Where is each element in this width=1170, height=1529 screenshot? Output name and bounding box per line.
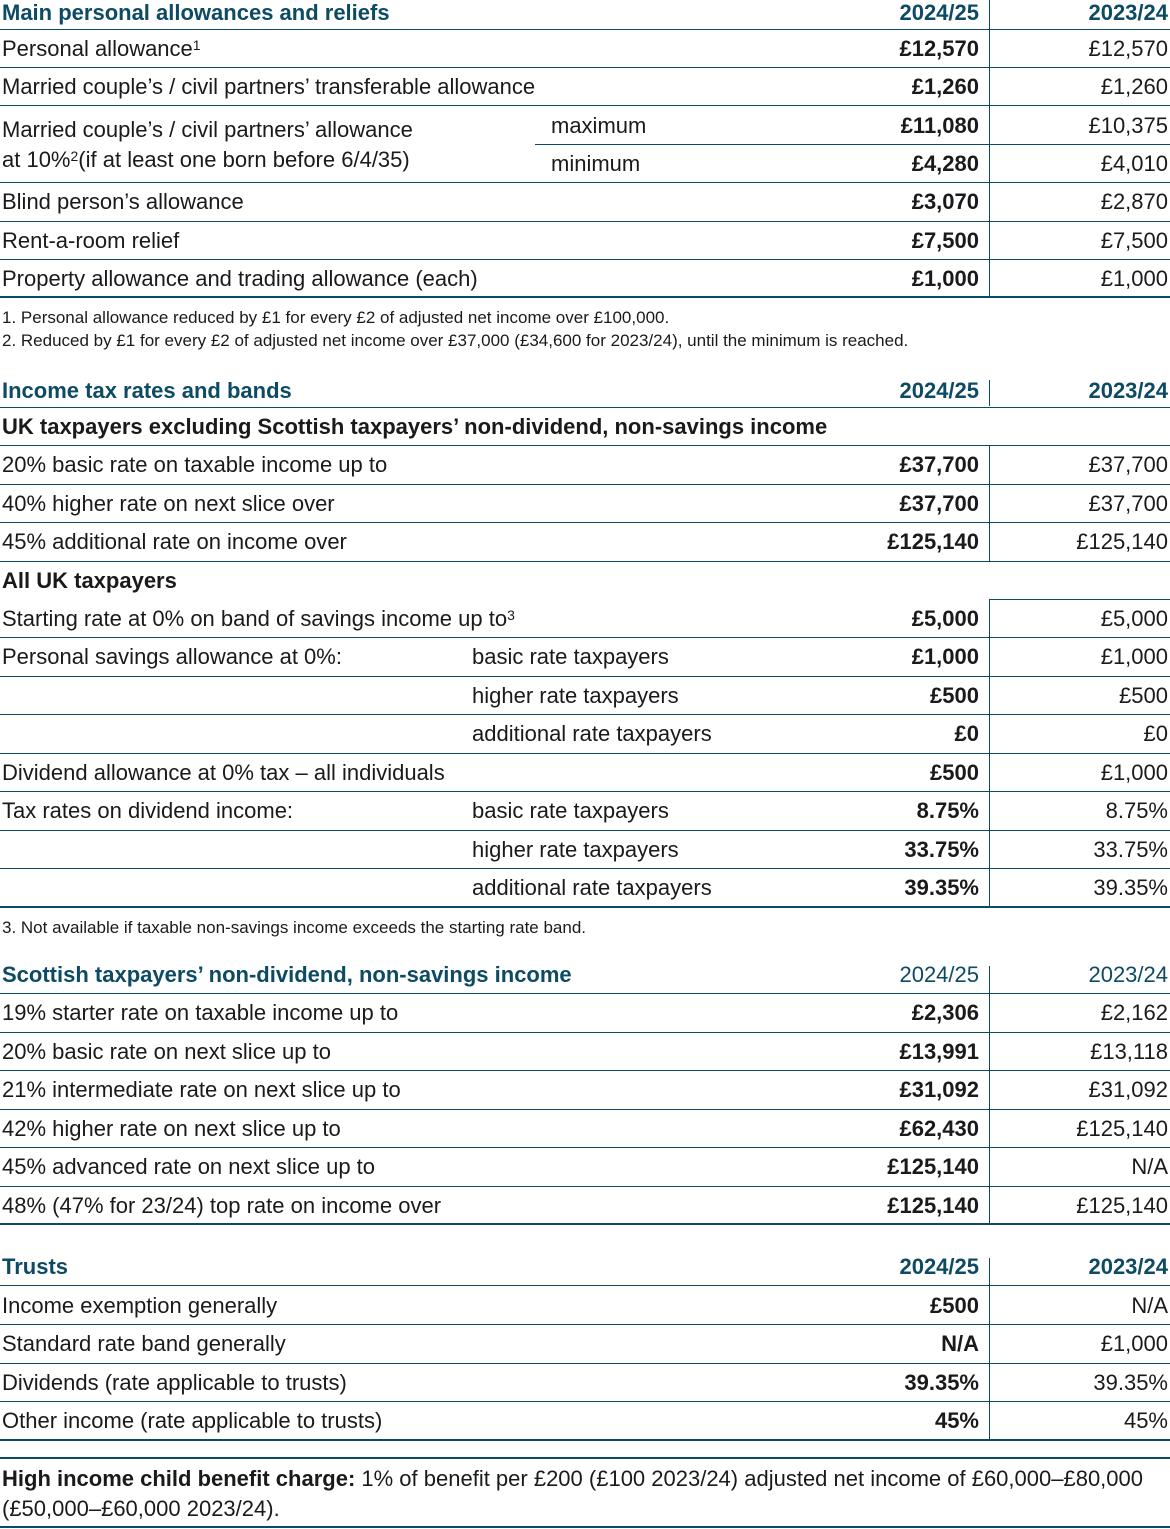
previous-value: 33.75% [1093, 837, 1168, 862]
allowances-section [0, 0, 1170, 300]
table-row [0, 446, 1170, 484]
row-label: 48% (47% for 23/24) top rate on income over [2, 1193, 442, 1218]
footnote-1: 1. Personal allowance reduced by £1 for every £2 of adjusted net income over £100,000. [2, 308, 670, 327]
current-value: £125,140 [887, 1193, 979, 1218]
col-previous-header: 2023/24 [1088, 0, 1168, 25]
table-row [0, 1287, 1170, 1325]
row-label: Income exemption generally [2, 1293, 278, 1318]
row-label: 20% basic rate on taxable income up to [2, 452, 388, 477]
scottish-title: Scottish taxpayers’ non-dividend, non-savings income [2, 962, 572, 987]
current-value: £500 [930, 1293, 979, 1318]
trusts-section [0, 1254, 1170, 1444]
previous-value: £37,700 [1088, 452, 1168, 477]
row-label: Dividends (rate applicable to trusts) [2, 1370, 347, 1395]
row-label: Personal allowance$^1$ [2, 36, 201, 61]
col-current-header: 2024/25 [899, 962, 979, 987]
current-value: £37,700 [899, 491, 979, 516]
previous-value: N/A [1131, 1293, 1168, 1318]
sub-label-minimum: minimum [551, 151, 641, 176]
previous-value: £1,000 [1100, 266, 1168, 291]
current-value: £31,092 [899, 1077, 979, 1102]
scottish-section [0, 962, 1170, 1226]
hicbc-bottom-rule [0, 1526, 1170, 1528]
current-value: £3,070 [911, 189, 979, 214]
previous-value: 39.35% [1093, 875, 1168, 900]
row-label: Rent-a-room relief [2, 228, 180, 253]
previous-value: 39.35% [1093, 1370, 1168, 1395]
table-row [0, 994, 1170, 1032]
current-value: £12,570 [899, 36, 979, 61]
current-value: 39.35% [904, 1370, 979, 1395]
previous-value: £31,092 [1088, 1077, 1168, 1102]
previous-value: N/A [1131, 1154, 1168, 1179]
previous-value: £10,375 [1088, 113, 1168, 138]
income-tax-title: Income tax rates and bands [2, 378, 292, 403]
col-current-header: 2024/25 [899, 378, 979, 403]
income-tax-section [0, 378, 1170, 908]
previous-value: £7,500 [1100, 228, 1168, 253]
current-value: 8.75% [916, 798, 979, 823]
allowances-title: Main personal allowances and reliefs [2, 0, 390, 25]
table-row [0, 1110, 1170, 1148]
table-row [0, 1071, 1170, 1109]
table-row [0, 183, 1170, 221]
all-uk-heading-row [0, 562, 1170, 600]
row-sub-label: higher rate taxpayers [472, 683, 679, 708]
trusts-header [0, 1254, 1170, 1284]
table-row [0, 638, 1170, 676]
footnote-3: 3. Not available if taxable non-savings income exceeds the starting rate band. [2, 918, 587, 937]
table-row [0, 260, 1170, 298]
row-rule [0, 1285, 1170, 1286]
current-value: 45% [934, 1408, 979, 1433]
table-bottom-rule [0, 1439, 1170, 1441]
table-row [0, 30, 1170, 68]
row-label: Blind person’s allowance [2, 189, 244, 214]
hicbc-top-rule [0, 1457, 1170, 1459]
col-previous-header: 2023/24 [1088, 962, 1168, 987]
uk-taxpayers-heading: UK taxpayers excluding Scottish taxpayers’ non-dividend, non-savings income [2, 414, 828, 439]
col-current-header: 2024/25 [899, 1254, 979, 1279]
current-value: £37,700 [899, 452, 979, 477]
current-value: 33.75% [904, 837, 979, 862]
row-label: 45% advanced rate on next slice up to [2, 1154, 376, 1179]
previous-value: £37,700 [1088, 491, 1168, 516]
table-row [0, 68, 1170, 106]
hicbc-text: 1% of benefit per £200 (£100 2023/24) adjusted net income of £60,000–£80,000 (£50,000–£60,000 2023/24). [2, 1466, 1143, 1521]
current-value: £1,260 [911, 74, 979, 99]
previous-value: £125,140 [1076, 1116, 1168, 1141]
previous-value: £2,162 [1100, 1000, 1168, 1025]
current-value: £62,430 [899, 1116, 979, 1141]
row-label: Married couple’s / civil partners’ allowance at 10%$^2$(if at least one born before 6/4/35) [2, 117, 413, 172]
table-row [0, 1402, 1170, 1440]
previous-value: £12,570 [1088, 36, 1168, 61]
table-row [0, 523, 1170, 561]
row-label: Standard rate band generally [2, 1331, 286, 1356]
current-value: £500 [930, 760, 979, 785]
current-value: £13,991 [899, 1039, 979, 1064]
all-uk-taxpayers-heading: All UK taxpayers [2, 568, 177, 593]
previous-value: £2,870 [1100, 189, 1168, 214]
previous-value: £125,140 [1076, 1193, 1168, 1218]
table-row [0, 1148, 1170, 1186]
row-sub-label: basic rate taxpayers [472, 798, 669, 823]
row-label: 45% additional rate on income over [2, 529, 347, 554]
table-row [0, 222, 1170, 260]
row-sub-label: additional rate taxpayers [472, 721, 712, 746]
table-row [0, 1033, 1170, 1071]
allowances-header [0, 0, 1170, 30]
row-sub-label: additional rate taxpayers [472, 875, 712, 900]
footnote-2: 2. Reduced by £1 for every £2 of adjusted net income over £37,000 (£34,600 for 2023/24), until the minimum is reached. [2, 331, 909, 350]
scottish-header [0, 962, 1170, 992]
current-value: 39.35% [904, 875, 979, 900]
current-value: £0 [954, 721, 979, 746]
col-previous-header: 2023/24 [1088, 1254, 1168, 1279]
current-value: £7,500 [911, 228, 979, 253]
table-row [0, 792, 1170, 830]
current-value: £125,140 [887, 529, 979, 554]
current-value: £11,080 [900, 113, 979, 138]
row-sub-label: higher rate taxpayers [472, 837, 679, 862]
table-bottom-rule [0, 296, 1170, 298]
hicbc-label: High income child benefit charge: [2, 1466, 356, 1491]
current-value: £125,140 [887, 1154, 979, 1179]
row-label: 19% starter rate on taxable income up to [2, 1000, 399, 1025]
current-value: N/A [941, 1331, 979, 1356]
table-row [0, 1364, 1170, 1402]
current-value: £2,306 [911, 1000, 979, 1025]
row-label: Property allowance and trading allowance (each) [2, 266, 478, 291]
trusts-title: Trusts [2, 1254, 69, 1279]
table-row [0, 869, 1170, 907]
col-current-header: 2024/25 [899, 0, 979, 25]
col-previous-header: 2023/24 [1088, 378, 1168, 403]
hicbc-note [2, 1464, 1168, 1524]
row-label: Personal savings allowance at 0%: [2, 644, 342, 669]
column-divider [989, 380, 990, 406]
current-value: £1,000 [911, 266, 979, 291]
previous-value: £1,000 [1100, 1331, 1168, 1356]
income-tax-header [0, 378, 1170, 408]
previous-value: 8.75% [1105, 798, 1168, 823]
row-rule [535, 144, 1170, 145]
previous-value: £500 [1119, 683, 1168, 708]
previous-value: £1,260 [1100, 74, 1168, 99]
row-sub-label: basic rate taxpayers [472, 644, 669, 669]
table-row [0, 485, 1170, 523]
row-label: 20% basic rate on next slice up to [2, 1039, 331, 1064]
previous-value: £4,010 [1100, 151, 1168, 176]
previous-value: 45% [1123, 1408, 1168, 1433]
previous-value: £5,000 [1100, 606, 1168, 631]
table-row [0, 1187, 1170, 1225]
row-label: Married couple’s / civil partners’ transferable allowance [2, 74, 536, 99]
row-label: 21% intermediate rate on next slice up to [2, 1077, 401, 1102]
sub-label-maximum: maximum [551, 113, 647, 138]
row-label: 40% higher rate on next slice over [2, 491, 335, 516]
row-label: 42% higher rate on next slice up to [2, 1116, 341, 1141]
table-bottom-rule [0, 906, 1170, 908]
previous-value: £13,118 [1090, 1039, 1168, 1064]
table-row [0, 715, 1170, 753]
table-bottom-rule [0, 1223, 1170, 1225]
table-row [0, 1325, 1170, 1363]
uk-heading-row [0, 408, 1170, 446]
current-value: £1,000 [911, 644, 979, 669]
row-label: Starting rate at 0% on band of savings income up $to^3$ [2, 606, 515, 631]
table-row [0, 831, 1170, 869]
previous-value: £1,000 [1100, 644, 1168, 669]
previous-value: £125,140 [1076, 529, 1168, 554]
table-row [0, 754, 1170, 792]
previous-value: £1,000 [1100, 760, 1168, 785]
current-value: £500 [930, 683, 979, 708]
previous-value: £0 [1143, 721, 1168, 746]
current-value: £4,280 [911, 151, 979, 176]
row-label: Other income (rate applicable to trusts) [2, 1408, 383, 1433]
row-label: Tax rates on dividend income: [2, 798, 294, 823]
current-value: £5,000 [911, 606, 979, 631]
table-row [0, 600, 1170, 638]
row-label: Dividend allowance at 0% tax – all individuals [2, 760, 445, 785]
table-row [0, 677, 1170, 715]
